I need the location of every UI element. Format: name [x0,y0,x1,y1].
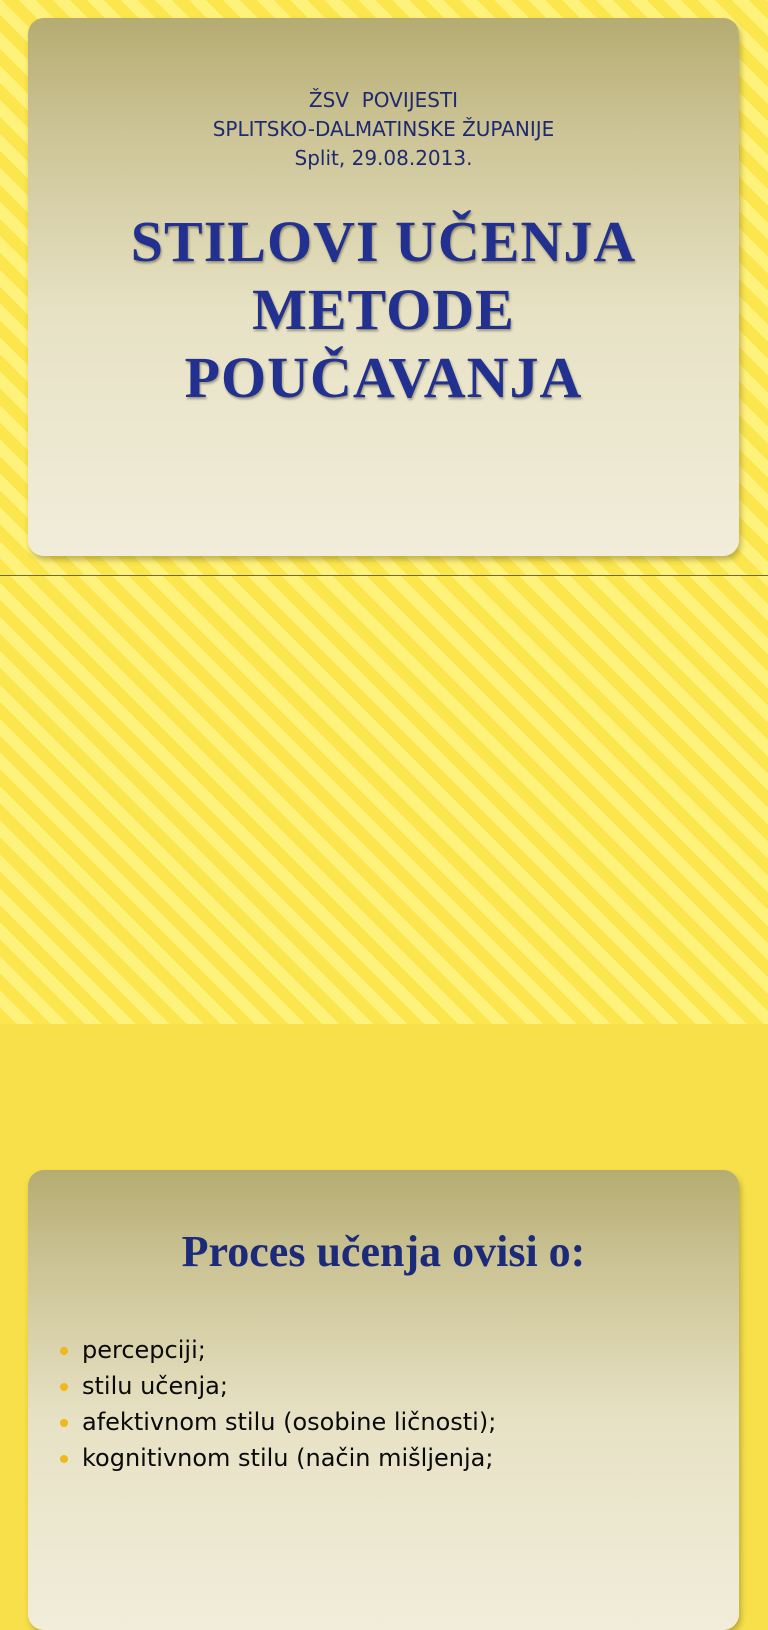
slide-2-background [0,576,768,1472]
bullet-dot-icon [60,1347,68,1355]
slide-2-heading: Proces učenja ovisi o: [181,1227,586,1276]
bullet-text: percepciji; [82,1336,206,1364]
bullet-text: stilu učenja; [82,1372,228,1400]
slide-1-title [28,208,739,412]
bullet-item [58,1440,496,1476]
bullet-item [58,1332,496,1368]
bullet-list [58,1332,496,1476]
title-line-3: POUČAVANJA [184,345,583,410]
subtitle-line-3: Split, 29.08.2013. [294,146,473,170]
title-line-1: STILOVI UČENJA [130,209,637,274]
slide-1-panel [28,18,739,556]
bullet-dot-icon [60,1383,68,1391]
bullet-text: afektivnom stilu (osobine ličnosti); [82,1408,497,1436]
subtitle-line-2: SPLITSKO-DALMATINSKE ŽUPANIJE [212,117,555,141]
subtitle-line-1: ŽSV POVIJESTI [308,88,459,112]
slide-1-subtitle [28,86,739,173]
bullet-item [58,1368,496,1404]
bullet-item [58,1404,496,1440]
bullet-dot-icon [60,1419,68,1427]
bullet-dot-icon [60,1455,68,1463]
bullet-text: kognitivnom stilu (način mišljenja; [82,1444,494,1472]
slide-2-panel [28,1170,739,1630]
title-line-2: METODE [252,277,515,342]
slide-1-background [0,0,768,575]
